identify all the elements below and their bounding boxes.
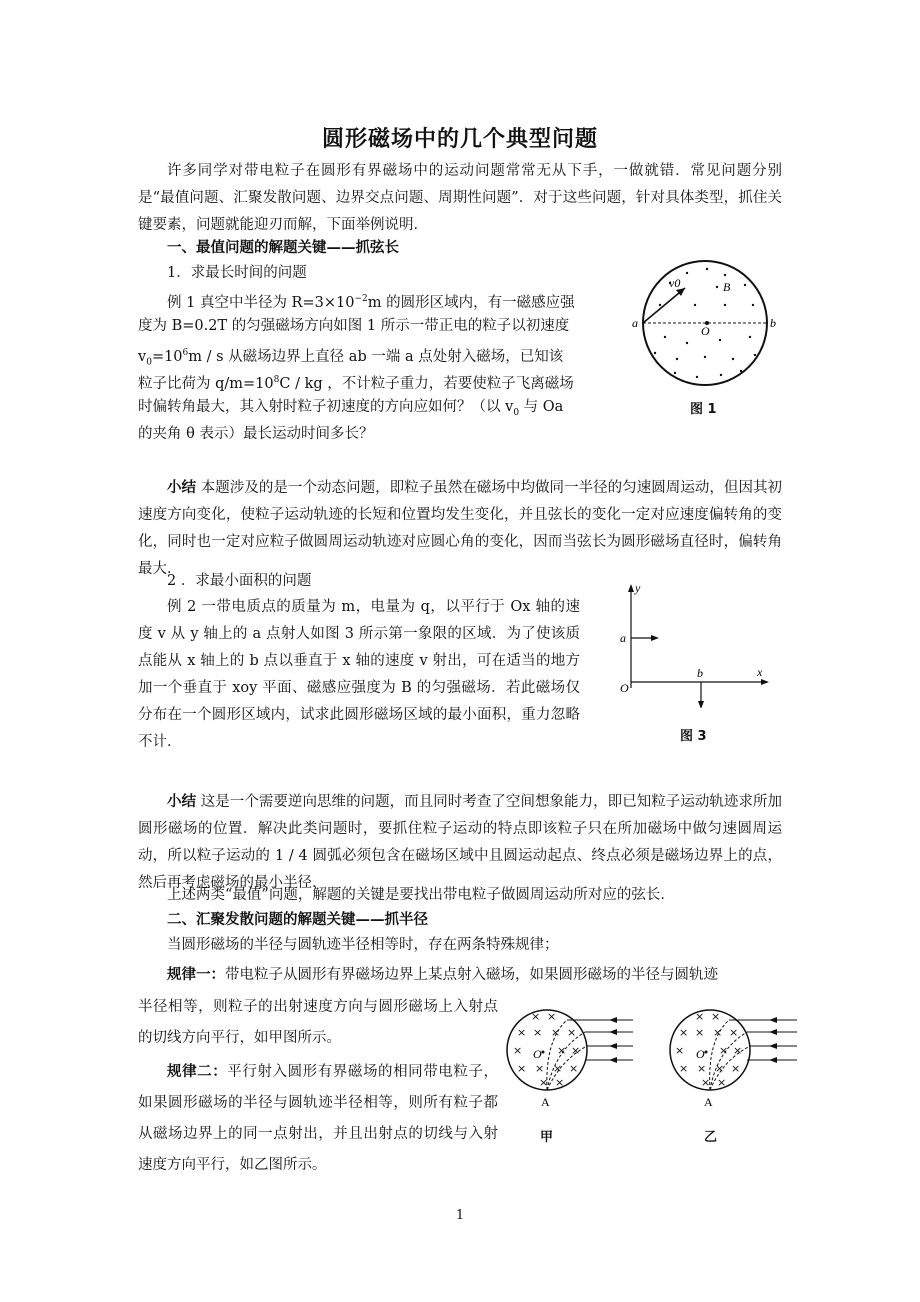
section-2-heading: 二、汇聚发散问题的解题关键——抓半径	[167, 911, 428, 928]
svg-text:×: ×	[713, 1026, 723, 1039]
figure-3-caption: 图 3	[680, 729, 707, 744]
summary-2-label: 小结	[167, 793, 197, 810]
svg-text:×: ×	[719, 1044, 729, 1057]
example-1-line-2: 度为 B=0.2T 的匀强磁场方向如图 1 所示一带正电的粒子以初速度	[138, 318, 570, 334]
example-1-line-1: 例 1 真空中半径为 $R=3\times 10^{-2}m$ 的圆形区域内，有一磁感应强	[167, 294, 575, 311]
rule-1-line-2: 半径相等，则粒子的出射速度方向与圆形磁场上入射点的切线方向平行，如甲图所示。	[138, 999, 498, 1046]
x-axis-arrow	[761, 679, 769, 685]
velocity-arrow	[643, 288, 685, 323]
svg-text:×: ×	[517, 1062, 527, 1075]
label-A: A	[704, 1095, 713, 1109]
svg-text:×: ×	[535, 1062, 545, 1075]
field-crosses	[675, 1010, 742, 1089]
svg-text:×: ×	[701, 1076, 711, 1089]
summary-1: 小结 本题涉及的是一个动态问题，即粒子虽然在磁场中均做同一半径的匀速圆周运动，但因其初速度方向变化，使粒子运动轨迹的长短和位置均发生变化，并且弦长的变化一定对应速度偏转角的变化，同时也一定对应粒子做圆周运动轨迹对应圆心角的变化，因而当弦长为圆形磁场直径时，偏转角最大．	[138, 479, 783, 577]
svg-text:×: ×	[697, 1062, 707, 1075]
svg-text:×: ×	[553, 1062, 563, 1075]
figure-jia	[505, 1000, 645, 1110]
svg-text:×: ×	[547, 1010, 557, 1023]
outgoing-velocity-arrowhead	[698, 701, 704, 708]
section-1-heading: 一、最值问题的解题关键——抓弦长	[167, 239, 399, 256]
summary-2-conclusion: 上述两类“最值”问题，解题的关键是要找出带电粒子做圆周运动所对应的弦长．	[167, 887, 675, 903]
example-1-line-3: $v_0=10^6m / s$ 从磁场边界上直径 ab 一端 a 点处射入磁场，已知该	[138, 348, 564, 368]
svg-text:×: ×	[679, 1062, 689, 1075]
summary-2: 小结 这是一个需要逆向思维的问题，而且同时考查了空间想象能力，即已知粒子运动轨迹求所加圆形磁场的位置．解决此类问题时，要抓住粒子运动的特点即该粒子只在所加磁场中做匀速圆周运动，所以粒子运动的 1 / 4 圆弧必须包含在磁场区域中且圆运动起点、终点必须是磁场边界上的点，然后再考虑磁场的最小半径．	[138, 793, 783, 891]
svg-text:×: ×	[731, 1062, 741, 1075]
svg-text:×: ×	[733, 1044, 743, 1057]
label-o: O	[696, 1047, 705, 1061]
svg-text:×: ×	[555, 1076, 565, 1089]
label-a: a	[632, 316, 638, 330]
svg-text:×: ×	[533, 1026, 543, 1039]
example-1-line-5: 时偏转角最大，其入射时粒子初速度的方向应如何？（以 $v_0$ 与 Oa	[138, 399, 564, 418]
entry-arrowheads	[769, 1017, 777, 1063]
figure-yi	[665, 1000, 805, 1110]
label-x: x	[757, 665, 763, 679]
example-2: 例 2 一带电质点的质量为 m，电量为 q，以平行于 Ox 轴的速度 v 从 y 轴上的 a 点射人如图 3 所示第一象限的区域．为了使该质点能从 x 轴上的 b 点以垂直于 x 轴的速度 v 射出，可在适当的地方加一个垂直于 xoy 平面、磁感应强度为 B 的匀强磁场．若此磁场仅分布在一个圆形区域内，试求此圆形磁场区域的最小面积，重力忽略不计．	[138, 599, 580, 750]
svg-text:×: ×	[569, 1062, 579, 1075]
figure-3	[615, 578, 775, 708]
label-o: O	[620, 681, 629, 695]
svg-text:×: ×	[675, 1044, 685, 1057]
label-o: O	[701, 324, 710, 338]
label-b: b	[697, 666, 703, 680]
svg-text:×: ×	[517, 1026, 527, 1039]
label-A: A	[541, 1095, 550, 1109]
svg-text:×: ×	[711, 1010, 721, 1023]
section-2-intro: 当圆形磁场的半径与圆轨迹半径相等时，存在两条特殊规律；	[167, 937, 559, 953]
label-y: y	[635, 581, 641, 595]
exit-arrowheads	[609, 1017, 617, 1063]
svg-text:×: ×	[695, 1026, 705, 1039]
svg-text:×: ×	[695, 1010, 705, 1023]
figure-yi-caption: 乙	[704, 1130, 718, 1145]
svg-text:×: ×	[717, 1076, 727, 1089]
figure-jia-caption: 甲	[540, 1130, 554, 1145]
svg-text:×: ×	[567, 1026, 577, 1039]
intro-paragraph: 许多同学对带电粒子在圆形有界磁场中的运动问题常常无从下手，一做就错．常见问题分别是“最值问题、汇聚发散问题、边界交点问题、周期性问题”．对于这些问题，针对具体类型，抓住关键要素，问题就能迎刃而解，下面举例说明．	[138, 163, 782, 233]
incoming-velocity-arrowhead	[651, 635, 659, 641]
example-1-line-6: 的夹角 θ 表示）最长运动时间多长？	[138, 426, 374, 442]
svg-text:×: ×	[729, 1026, 739, 1039]
svg-text:×: ×	[551, 1026, 561, 1039]
rule-1-label: 规律一：	[167, 966, 225, 983]
svg-text:×: ×	[715, 1062, 725, 1075]
svg-text:×: ×	[531, 1010, 541, 1023]
rule-2-label: 规律二：	[167, 1063, 228, 1080]
svg-text:×: ×	[539, 1076, 549, 1089]
rule-1-line-1: 规律一：带电粒子从圆形有界磁场边界上某点射入磁场，如果圆形磁场的半径与圆轨迹	[167, 966, 718, 983]
example-1-line-4: 粒子比荷为 $q/m=10^8C$ / kg ，不计粒子重力，若要使粒子飞离磁场	[138, 375, 574, 392]
svg-text:×: ×	[513, 1044, 523, 1057]
label-o: O	[533, 1047, 542, 1061]
subsection-1-heading: 1．求最长时间的问题	[167, 265, 307, 281]
rule-2: 规律二：平行射入圆形有界磁场的相同带电粒子，如果圆形磁场的半径与圆轨迹半径相等，则所有粒子都从磁场边界上的同一点射出，并且出射点的切线与入射速度方向平行，如乙图所示。	[138, 1063, 499, 1173]
label-B: B	[723, 280, 731, 294]
y-axis-arrow	[628, 584, 634, 592]
figure-1-caption: 图 1	[690, 402, 717, 417]
svg-text:×: ×	[557, 1044, 567, 1057]
svg-text:×: ×	[679, 1026, 689, 1039]
label-b: b	[770, 316, 776, 330]
label-a: a	[620, 631, 626, 645]
page-number: 1	[455, 1208, 465, 1223]
page-title: 圆形磁场中的几个典型问题	[321, 126, 598, 152]
label-v0: v0	[669, 276, 681, 290]
svg-text:×: ×	[571, 1044, 581, 1057]
subsection-2-heading: 2 ．求最小面积的问题	[167, 573, 312, 589]
summary-1-label: 小结	[167, 479, 197, 496]
